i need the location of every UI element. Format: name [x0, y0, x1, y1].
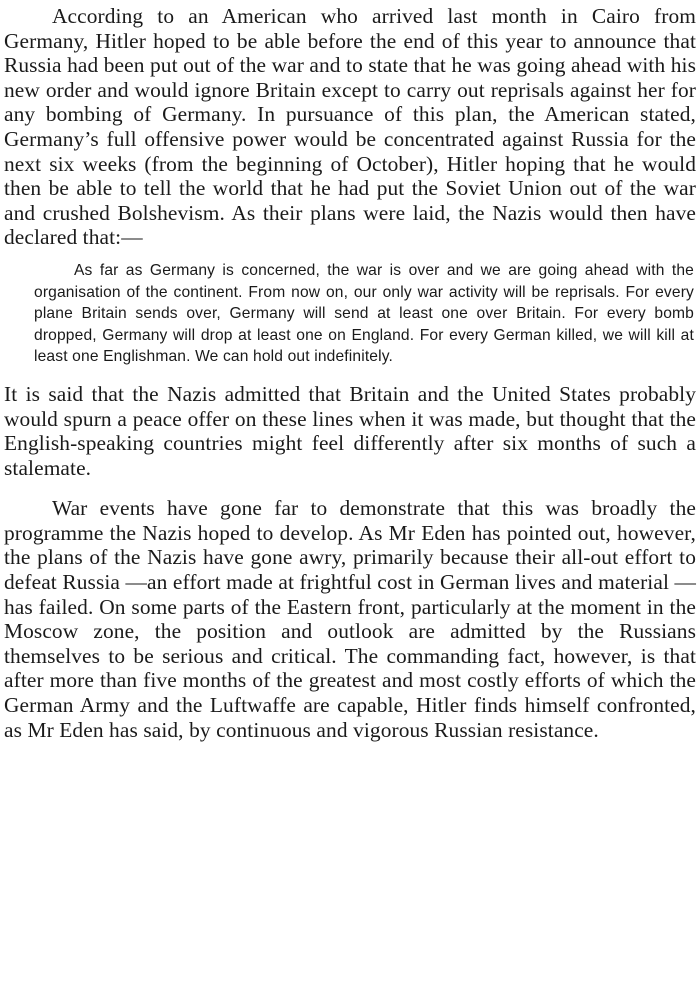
article-paragraph-1: According to an American who arrived last month in Cairo from Germany, Hitler hoped to be able before the end of this year to announce that Russia had been put out of the war and to state that he was going ahead with his new order and would ignore Britain except to carry out reprisals against her for any bombing of Germany. In pursuance of this plan, the American stated, Germany’s full offensive power would be concentrated against Russia for the next six weeks (from the beginning of October), Hitler hoping that he would then be able to tell the world that he had put the Soviet Union out of the war and crushed Bolshevism. As their plans were laid, the Nazis would then have declared that:—: [4, 4, 696, 250]
article-paragraph-2: It is said that the Nazis admitted that Britain and the United States probably would spurn a peace offer on these lines when it was made, but thought that the English-speaking countries might feel differently after six months of such a stalemate.: [4, 381, 696, 480]
article-paragraph-3: War events have gone far to demonstrate that this was broadly the programme the Nazis hoped to develop. As Mr Eden has pointed out, however, the plans of the Nazis have gone awry, primarily because their all-out effort to defeat Russia —an effort made at frightful cost in German lives and material —has failed. On some parts of the Eastern front, particularly at the moment in the Moscow zone, the position and outlook are admitted by the Russians themselves to be serious and critical. The commanding fact, however, is that after more than five months of the greatest and most costly efforts of which the German Army and the Luftwaffe are capable, Hitler finds himself confronted, as Mr Eden has said, by continuous and vigorous Russian resistance.: [4, 496, 696, 742]
quoted-statement: As far as Germany is concerned, the war is over and we are going ahead with the organisation of the continent. From now on, our only war activity will be reprisals. For every plane Britain sends over, Germany will send at least one over Britain. For every bomb dropped, Germany will drop at least one on England. For every German killed, we will kill at least one Englishman. We can hold out indefinitely.: [34, 261, 694, 366]
